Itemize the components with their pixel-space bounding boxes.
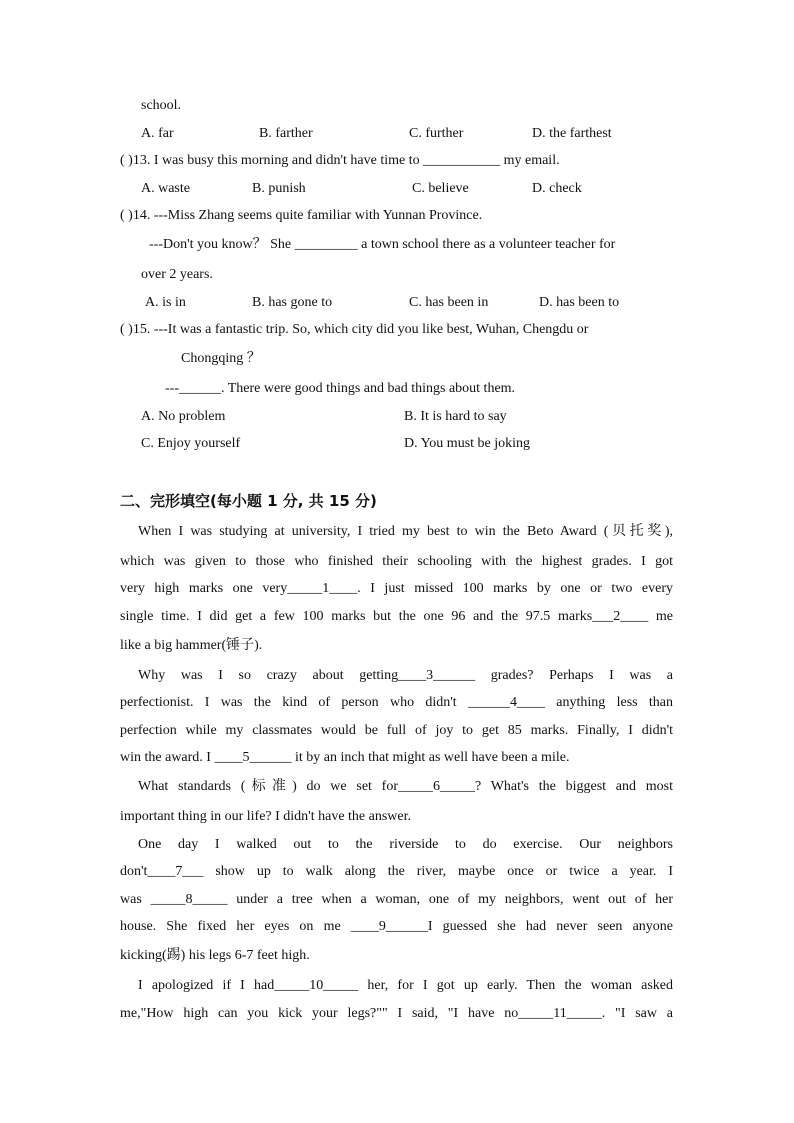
passage-line: perfection while my classmates would be full of joy to get 85 marks. Finally, I didn't — [120, 723, 673, 738]
q12-tail: school. — [141, 98, 182, 113]
q13-option-c: C. believe — [412, 181, 469, 196]
q14-option-b: B. has gone to — [252, 295, 333, 310]
passage-line: I apologized if I had_____10_____ her, for I got up early. Then the woman asked — [138, 978, 673, 993]
passage-line: was _____8_____ under a tree when a woman, one of my neighbors, went out of her — [120, 892, 673, 907]
passage-line: kicking(踢) his legs 6-7 feet high. — [120, 948, 310, 963]
passage-line: perfectionist. I was the kind of person who didn't ______4____ anything less than — [120, 695, 673, 710]
q12-option-d: D. the farthest — [532, 126, 612, 141]
passage-line: important thing in our life? I didn't have the answer. — [120, 809, 412, 824]
q13-option-b: B. punish — [252, 181, 306, 196]
q13-option-d: D. check — [532, 181, 582, 196]
q15-option-c: C. Enjoy yourself — [141, 436, 241, 451]
q14-option-a: A. is in — [145, 295, 186, 310]
q12-option-c: C. further — [409, 126, 464, 141]
q12-option-a: A. far — [141, 126, 174, 141]
passage-line: When I was studying at university, I tried my best to win the Beto Award (贝托奖), — [138, 524, 673, 539]
q14-option-c: C. has been in — [409, 295, 489, 310]
q13-stem: ( )13. I was busy this morning and didn't have time to ___________ my email. — [120, 153, 560, 168]
q15-option-d: D. You must be joking — [404, 436, 531, 451]
q15-line-3: ---______. There were good things and bad things about them. — [165, 381, 516, 396]
q15-line-2: Chongqing ？ — [181, 351, 261, 366]
q12-option-b: B. farther — [259, 126, 313, 141]
q14-line-2: ---Don't you know？ She _________ a town school there as a volunteer teacher for — [149, 237, 616, 252]
section-heading: 二、完形填空(每小题 1 分, 共 15 分) — [120, 492, 377, 510]
passage-line: very high marks one very_____1____. I just missed 100 marks by one or two every — [120, 581, 673, 596]
q15-stem: ( )15. ---It was a fantastic trip. So, which city did you like best, Wuhan, Chengdu or — [120, 322, 589, 337]
passage-line: single time. I did get a few 100 marks but the one 96 and the 97.5 marks___2____ me — [120, 609, 673, 624]
q15-option-a: A. No problem — [141, 409, 226, 424]
passage-line: don't____7___ show up to walk along the river, maybe once or twice a year. I — [120, 864, 673, 879]
passage-line: house. She fixed her eyes on me ____9______I guessed she had never seen anyone — [120, 919, 673, 934]
passage-line: me,"How high can you kick your legs?"" I said, "I have no_____11_____. "I saw a — [120, 1006, 673, 1021]
passage-line: Why was I so crazy about getting____3______ grades? Perhaps I was a — [138, 668, 673, 683]
passage-line: which was given to those who finished their schooling with the highest grades. I got — [120, 554, 673, 569]
q14-option-d: D. has been to — [539, 295, 620, 310]
passage-line: win the award. I ____5______ it by an inch that might as well have been a mile. — [120, 750, 570, 765]
q14-line-3: over 2 years. — [141, 267, 213, 282]
q15-option-b: B. It is hard to say — [404, 409, 507, 424]
q13-option-a: A. waste — [141, 181, 190, 196]
passage-line: like a big hammer(锤子). — [120, 638, 263, 653]
q14-stem: ( )14. ---Miss Zhang seems quite familiar with Yunnan Province. — [120, 208, 483, 223]
passage-line: One day I walked out to the riverside to do exercise. Our neighbors — [138, 837, 673, 852]
passage-line: What standards (标准) do we set for_____6_____? What's the biggest and most — [138, 779, 673, 794]
